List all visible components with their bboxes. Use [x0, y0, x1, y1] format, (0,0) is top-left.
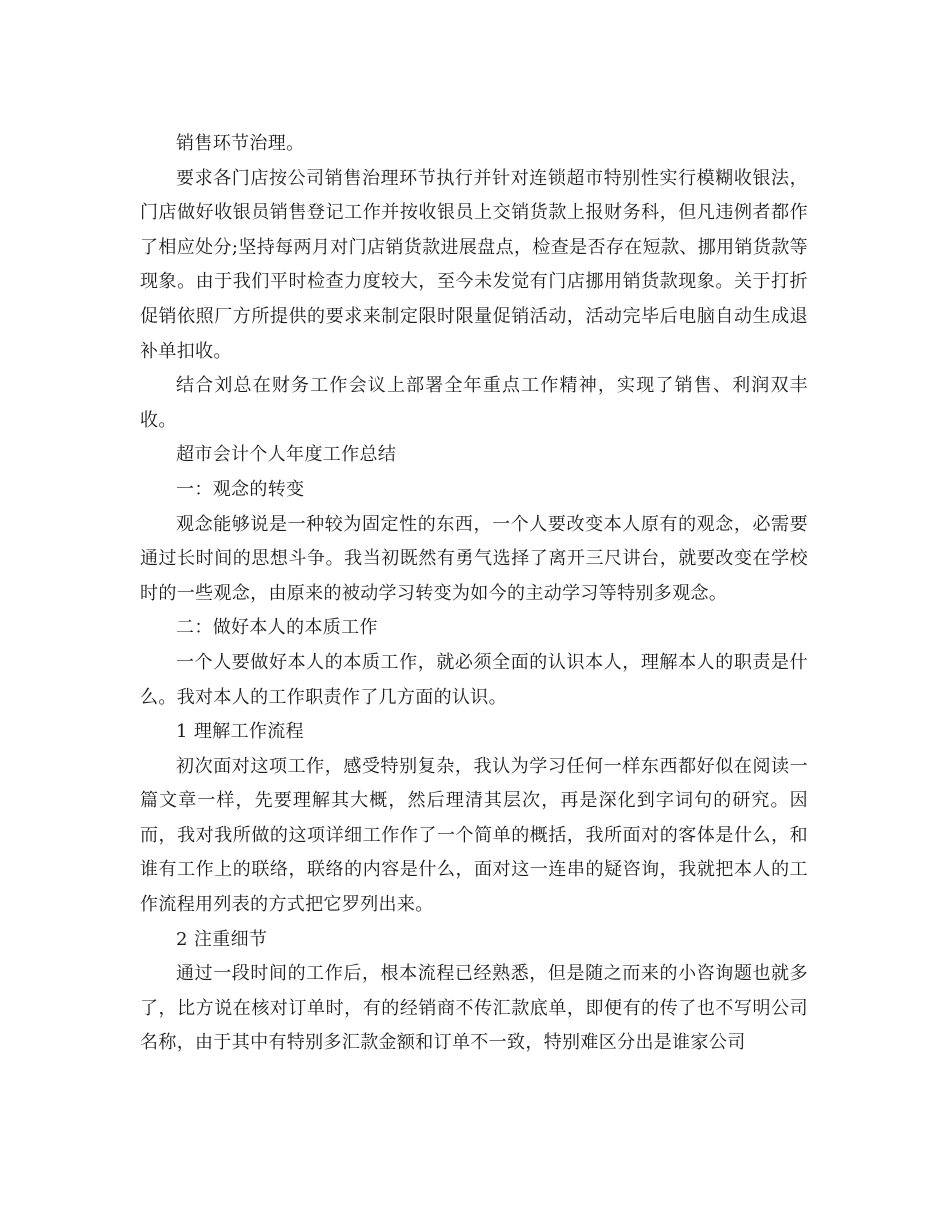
document-body — [140, 127, 808, 1061]
section-title-annual-summary: 超市会计个人年度工作总结 — [176, 444, 397, 466]
heading-understand-workflow: 1 理解工作流程 — [176, 721, 304, 743]
paragraph-concept-change: 观念能够说是一种较为固定性的东西，一个人要改变本人原有的观念，必需要通过长时间的思想斗争。我当初既然有勇气选择了离开三尺讲台，就要改变在学校时的一些观念，由原来的被动学习转变为如今的主动学习等特别多观念。 — [140, 513, 808, 604]
heading-concept-change: 一：观念的转变 — [176, 478, 305, 500]
paragraph-sales-management: 销售环节治理。 — [176, 133, 305, 154]
heading-focus-details: 2 注重细节 — [176, 928, 268, 950]
paragraph-focus-details: 通过一段时间的工作后，根本流程已经熟悉，但是随之而来的小咨询题也就多了，比方说在核对订单时，有的经销商不传汇款底单，即便有的传了也不写明公司名称，由于其中有特别多汇款金额和订单不一致，特别难区分出是谁家公司 — [140, 963, 808, 1054]
paragraph-store-requirements: 要求各门店按公司销售治理环节执行并针对连锁超市特别性实行模糊收银法，门店做好收银员销售登记工作并按收银员上交销货款上报财务科，但凡违例者都作了相应处分;坚持每两月对门店销货款进展盘点，检查是否存在短款、挪用销货款等现象。由于我们平时检查力度较大，至今未发觉有门店挪用销货款现象。关于打折促销依照厂方所提供的要求来制定限时限量促销活动，活动完毕后电脑自动生成退补单扣收。 — [140, 167, 808, 362]
paragraph-own-work: 一个人要做好本人的本质工作，就必须全面的认识本人，理解本人的职责是什么。我对本人的工作职责作了几方面的认识。 — [140, 651, 808, 708]
paragraph-understand-workflow: 初次面对这项工作，感受特别复杂，我认为学习任何一样东西都好似在阅读一篇文章一样，先要理解其大概，然后理清其层次，再是深化到字词句的研究。因而，我对我所做的这项详细工作作了一个简单的概括，我所面对的客体是什么，和谁有工作上的联络，联络的内容是什么，面对这一连串的疑咨询，我就把本人的工作流程用列表的方式把它罗列出来。 — [140, 755, 808, 916]
paragraph-sales-profit: 结合刘总在财务工作会议上部署全年重点工作精神，实现了销售、利润双丰收。 — [140, 375, 808, 431]
heading-own-work: 二：做好本人的本质工作 — [176, 617, 378, 639]
